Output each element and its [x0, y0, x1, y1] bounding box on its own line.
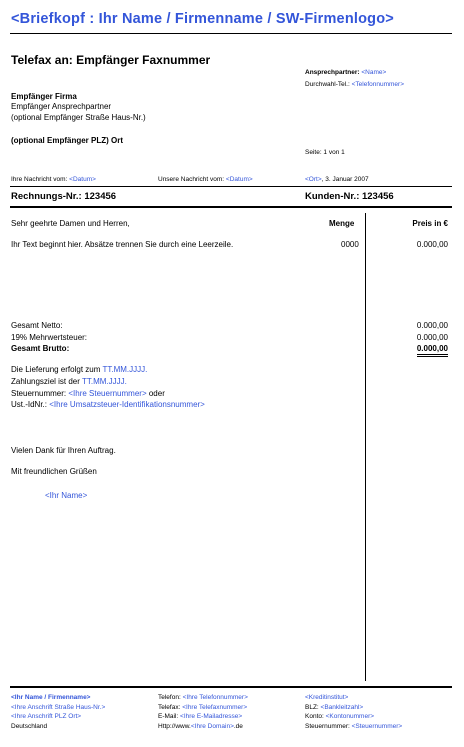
gross-total-label: Gesamt Brutto:	[11, 344, 70, 353]
payment-date: TT.MM.JJJJ.	[82, 377, 127, 386]
regards-text: Mit freundlichen Grüßen	[11, 467, 97, 476]
footer-account-value: <Kontonummer>	[325, 713, 375, 720]
footer-blz	[305, 703, 402, 713]
footer-fax-value: <Ihre Telefaxnummer>	[182, 703, 248, 711]
footer-web	[158, 722, 248, 732]
footer-taxno-value: <Steuernummer>	[351, 722, 403, 730]
delivery-terms	[11, 365, 147, 374]
place: <Ort>	[305, 176, 322, 183]
footer-sender-city: <Ihre Anschrift PLZ Ort>	[11, 713, 82, 720]
recipient-person: Empfänger Ansprechpartner	[11, 102, 112, 111]
vat-id-label: Ust.-IdNr.:	[11, 400, 50, 409]
fax-title: Telefax an: Empfänger Faxnummer	[11, 53, 211, 67]
payment-text: Zahlungsziel ist der	[11, 377, 82, 386]
footer-bank	[305, 693, 402, 731]
gross-total-value: 0.000,00	[417, 344, 448, 357]
place-date	[305, 176, 369, 183]
footer-phone-value: <Ihre Telefonnummer>	[182, 694, 248, 701]
salutation: Sehr geehrte Damen und Herren,	[11, 219, 130, 228]
footer-web-prefix: Http://www.	[158, 722, 191, 730]
footer-taxno	[305, 722, 402, 732]
contact-phone-label: Durchwahl-Tel.:	[305, 81, 350, 88]
net-total-value: 0.000,00	[416, 321, 448, 330]
footer-sender-name: <Ihr Name / Firmenname>	[11, 694, 91, 701]
contact-person-label: Ansprechpartner:	[305, 69, 360, 76]
payment-terms	[11, 377, 127, 386]
contact-phone	[305, 81, 404, 88]
recipient-street: (optional Empfänger Straße Haus-Nr.)	[11, 113, 146, 122]
footer-fax-label: Telefax:	[158, 703, 181, 711]
footer-account-label: Konto:	[305, 713, 324, 720]
footer-sender	[11, 693, 105, 731]
footer-email	[158, 712, 248, 722]
thanks-text: Vielen Dank für Ihren Auftrag.	[11, 446, 116, 455]
footer-email-value: <Ihre E-Mailadresse>	[180, 713, 243, 720]
your-message-date: <Datum>	[69, 176, 96, 183]
your-message-ref	[11, 176, 96, 183]
delivery-text: Die Lieferung erfolgt zum	[11, 365, 103, 374]
item-quantity: 0000	[341, 240, 359, 249]
customer-number: Kunden-Nr.: 123456	[305, 191, 394, 202]
column-separator	[365, 213, 366, 681]
invoice-divider	[10, 206, 452, 208]
footer-divider	[10, 686, 452, 688]
column-header-quantity: Menge	[329, 219, 355, 228]
our-message-label: Unsere Nachricht vom:	[158, 176, 225, 183]
contact-person	[305, 69, 386, 76]
footer-web-suffix: .de	[233, 722, 243, 730]
vat-id-line	[11, 400, 205, 409]
tax-number-line	[11, 389, 165, 398]
footer-sender-country: Deutschland	[11, 722, 48, 730]
recipient-city: (optional Empfänger PLZ) Ort	[11, 136, 123, 145]
delivery-date: TT.MM.JJJJ.	[102, 365, 148, 374]
date: , 3. Januar 2007	[321, 176, 369, 183]
footer-phone-label: Telefon:	[158, 694, 181, 701]
tax-number-value: <Ihre Steuernummer>	[68, 389, 147, 398]
refs-divider	[10, 186, 452, 187]
footer-contact	[158, 693, 248, 731]
footer-phone	[158, 693, 248, 703]
contact-phone-value: <Telefonnummer>	[351, 81, 404, 88]
our-message-date: <Datum>	[225, 176, 253, 183]
footer-fax	[158, 703, 248, 713]
vat-value: 0.000,00	[416, 333, 448, 342]
invoice-number: Rechnungs-Nr.: 123456	[11, 191, 117, 202]
footer-account	[305, 712, 402, 722]
footer-email-label: E-Mail:	[158, 713, 179, 720]
page-info: Seite: 1 von 1	[305, 149, 345, 156]
signature-name: <Ihr Name>	[45, 491, 88, 500]
footer-blz-label: BLZ:	[305, 703, 319, 711]
footer-sender-street: <Ihre Anschrift Straße Haus-Nr.>	[11, 703, 106, 711]
vat-id-value: <Ihre Umsatzsteuer-Identifikationsnummer>	[49, 400, 205, 409]
letterhead-title: <Briefkopf : Ihr Name / Firmenname / SW-Firmenlogo>	[11, 11, 394, 27]
footer-web-domain: <Ihre Domain>	[190, 722, 234, 730]
contact-person-value: <Name>	[361, 69, 387, 76]
tax-number-or: oder	[146, 389, 165, 398]
footer-blz-value: <Bankleitzahl>	[320, 703, 364, 711]
tax-number-label: Steuernummer:	[11, 389, 69, 398]
body-text: Ihr Text beginnt hier. Absätze trennen Sie durch eine Leerzeile.	[11, 240, 234, 249]
your-message-label: Ihre Nachricht vom:	[11, 176, 68, 183]
item-price: 0.000,00	[416, 240, 448, 249]
footer-bank-name: <Kreditinstitut>	[305, 694, 349, 701]
our-message-ref	[158, 176, 253, 183]
footer-taxno-label: Steuernummer:	[305, 722, 350, 730]
net-total-label: Gesamt Netto:	[11, 321, 63, 330]
recipient-company: Empfänger Firma	[11, 92, 77, 101]
header-divider	[10, 33, 452, 34]
vat-label: 19% Mehrwertsteuer:	[11, 333, 88, 342]
column-header-price: Preis in €	[412, 219, 448, 228]
